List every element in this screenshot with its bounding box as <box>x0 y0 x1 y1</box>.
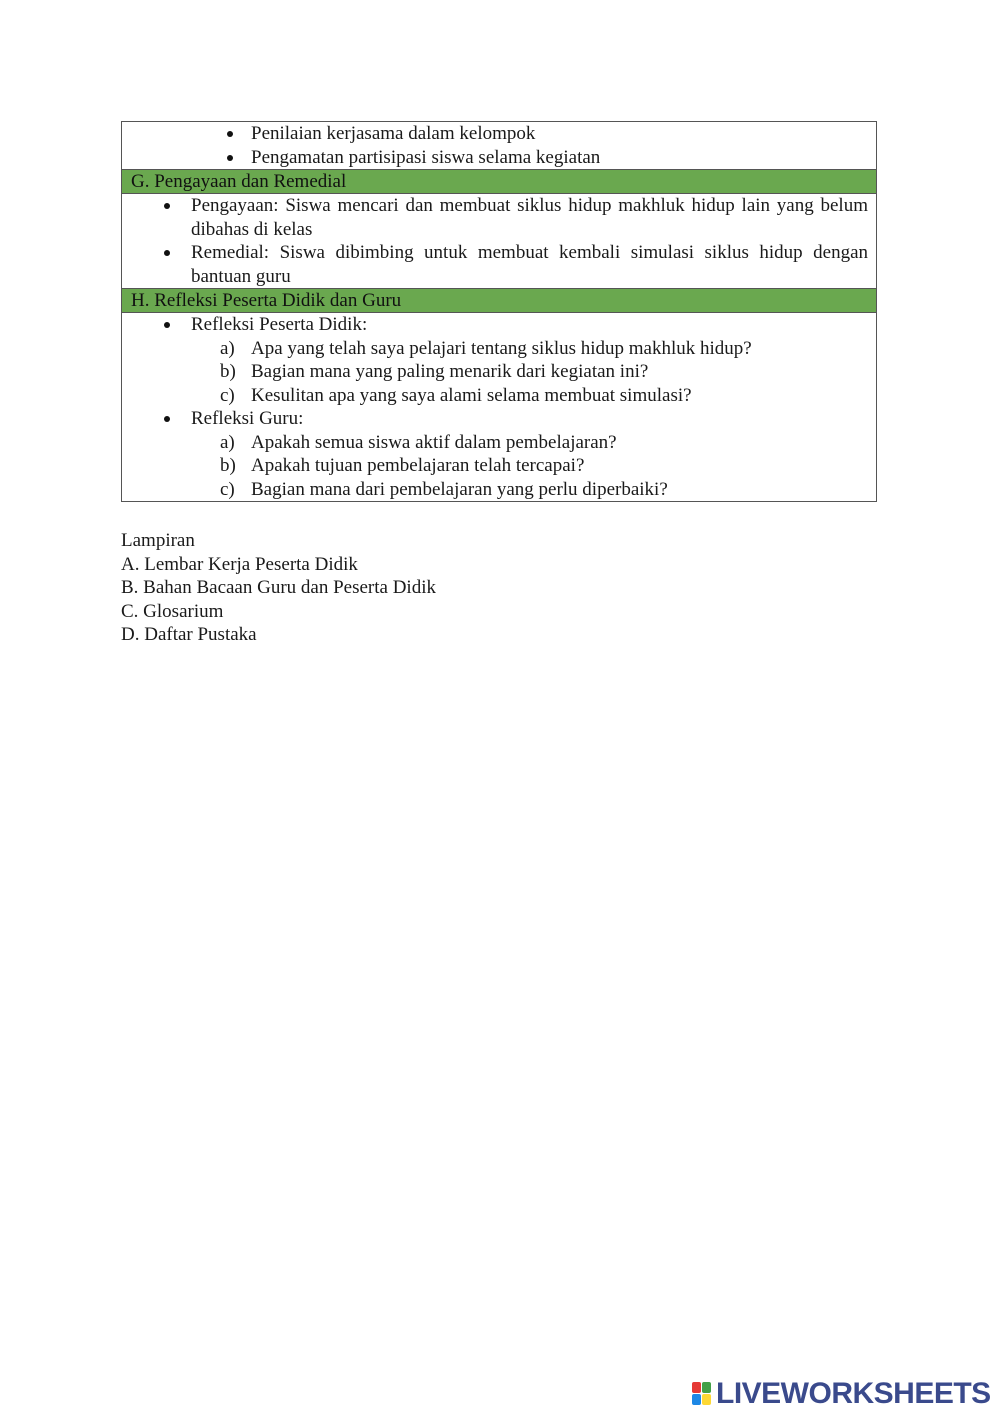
list-item: b) Bagian mana yang paling menarik dari kegiatan ini? <box>220 361 649 382</box>
bullet-icon <box>227 155 233 161</box>
logo-block <box>702 1394 711 1405</box>
section-g-body <box>122 194 876 288</box>
bullet-icon <box>164 416 170 422</box>
logo-block <box>692 1394 701 1405</box>
logo-block <box>702 1382 711 1393</box>
attachment-item: C. Glosarium <box>121 600 224 622</box>
list-item: a) Apakah semua siswa aktif dalam pembelajaran? <box>220 431 617 453</box>
list-item: a) Apa yang telah saya pelajari tentang siklus hidup makhluk hidup? <box>220 337 752 359</box>
assessment-list <box>122 122 868 169</box>
teacher-reflection-questions <box>122 431 868 502</box>
list-item: Remedial: Siswa dibimbing untuk membuat kembali simulasi siklus hidup dengan bantuan guru <box>122 241 868 288</box>
attachments-section <box>121 529 436 647</box>
liveworksheets-watermark <box>692 1377 991 1411</box>
lesson-plan-table <box>121 121 877 502</box>
list-item: b) Apakah tujuan pembelajaran telah tercapai? <box>220 455 585 476</box>
reflection-list <box>122 313 868 337</box>
attachment-item: A. Lembar Kerja Peserta Didik <box>121 553 358 575</box>
liveworksheets-logo-icon <box>692 1382 712 1406</box>
bullet-icon <box>164 250 170 256</box>
bullet-icon <box>164 203 170 209</box>
student-reflection-questions <box>122 337 868 408</box>
section-heading-g: G. Pengayaan dan Remedial <box>122 169 876 194</box>
list-item: Pengamatan partisipasi siswa selama kegiatan <box>122 146 868 170</box>
list-item: Refleksi Guru: <box>122 407 868 431</box>
list-item: c) Kesulitan apa yang saya alami selama membuat simulasi? <box>220 384 692 406</box>
list-item: Penilaian kerjasama dalam kelompok <box>122 122 868 146</box>
logo-block <box>692 1382 701 1393</box>
reflection-list-teacher <box>122 407 868 431</box>
list-item: c) Bagian mana dari pembelajaran yang perlu diperbaiki? <box>220 478 668 500</box>
attachment-item: B. Bahan Bacaan Guru dan Peserta Didik <box>121 577 436 598</box>
list-item: Refleksi Peserta Didik: <box>122 313 868 337</box>
brand-text: LIVEWORKSHEETS <box>716 1377 991 1410</box>
section-heading-h: H. Refleksi Peserta Didik dan Guru <box>122 288 876 313</box>
assessment-continued-row <box>122 122 876 169</box>
bullet-icon <box>227 131 233 137</box>
bullet-icon <box>164 322 170 328</box>
section-h-body <box>122 313 876 501</box>
list-item: Pengayaan: Siswa mencari dan membuat siklus hidup makhluk hidup lain yang belum dibahas di kelas <box>122 194 868 241</box>
attachment-item: D. Daftar Pustaka <box>121 624 257 645</box>
attachments-title: Lampiran <box>121 530 195 551</box>
enrichment-remedial-list <box>122 194 868 288</box>
